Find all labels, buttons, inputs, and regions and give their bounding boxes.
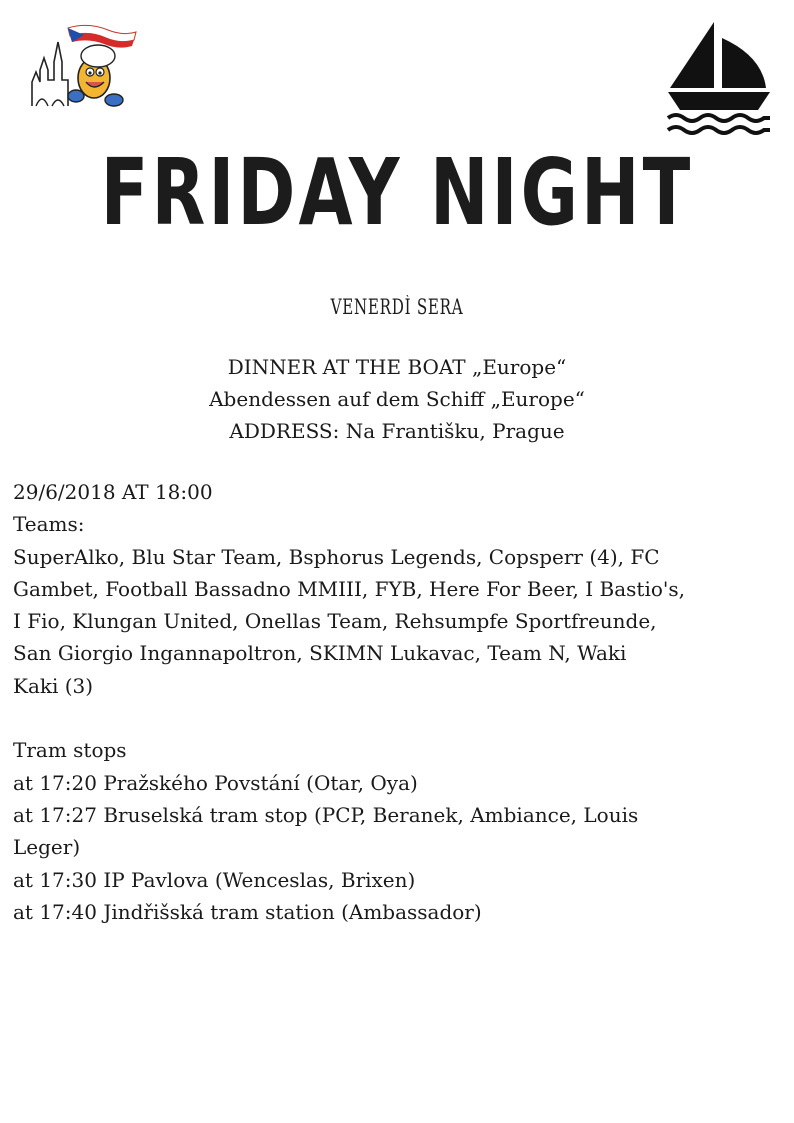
event-datetime: 29/6/2018 AT 18:00: [13, 480, 213, 504]
teams-line: Gambet, Football Bassadno MMIII, FYB, Here For Beer, I Bastio's,: [13, 576, 686, 601]
page-title: FRIDAY NIGHT: [100, 139, 694, 246]
tram-stop-line: at 17:20 Pražského Povstání (Otar, Oya): [13, 770, 418, 795]
tram-stop-line: at 17:27 Bruselská tram stop (PCP, Beranek, Ambiance, Louis: [13, 802, 639, 827]
page-subtitle: VENERDÌ SERA: [330, 295, 464, 319]
dinner-line-en: DINNER AT THE BOAT „Europe“: [227, 355, 567, 379]
teams-line: Kaki (3): [13, 673, 94, 698]
tram-heading: Tram stops: [13, 738, 127, 763]
event-details: [13, 476, 783, 928]
tram-stop-line: at 17:30 IP Pavlova (Wenceslas, Brixen): [13, 867, 416, 892]
tram-stop-line: at 17:40 Jindřišská tram station (Ambassador): [13, 899, 482, 924]
prague-mascot-logo: [28, 20, 138, 110]
address-line: ADDRESS: Na Františku, Prague: [229, 419, 565, 443]
teams-label: Teams:: [13, 512, 85, 537]
dinner-info: [0, 351, 794, 447]
dinner-line-de: Abendessen auf dem Schiff „Europe“: [209, 387, 585, 411]
tram-stop-line: Leger): [13, 835, 81, 860]
teams-line: I Fio, Klungan United, Onellas Team, Rehsumpfe Sportfreunde,: [13, 609, 657, 634]
spacer: [13, 702, 783, 734]
teams-line: SuperAlko, Blu Star Team, Bsphorus Legends, Copsperr (4), FC: [13, 544, 660, 569]
teams-line: San Giorgio Ingannapoltron, SKIMN Lukavac, Team N, Waki: [13, 641, 627, 666]
